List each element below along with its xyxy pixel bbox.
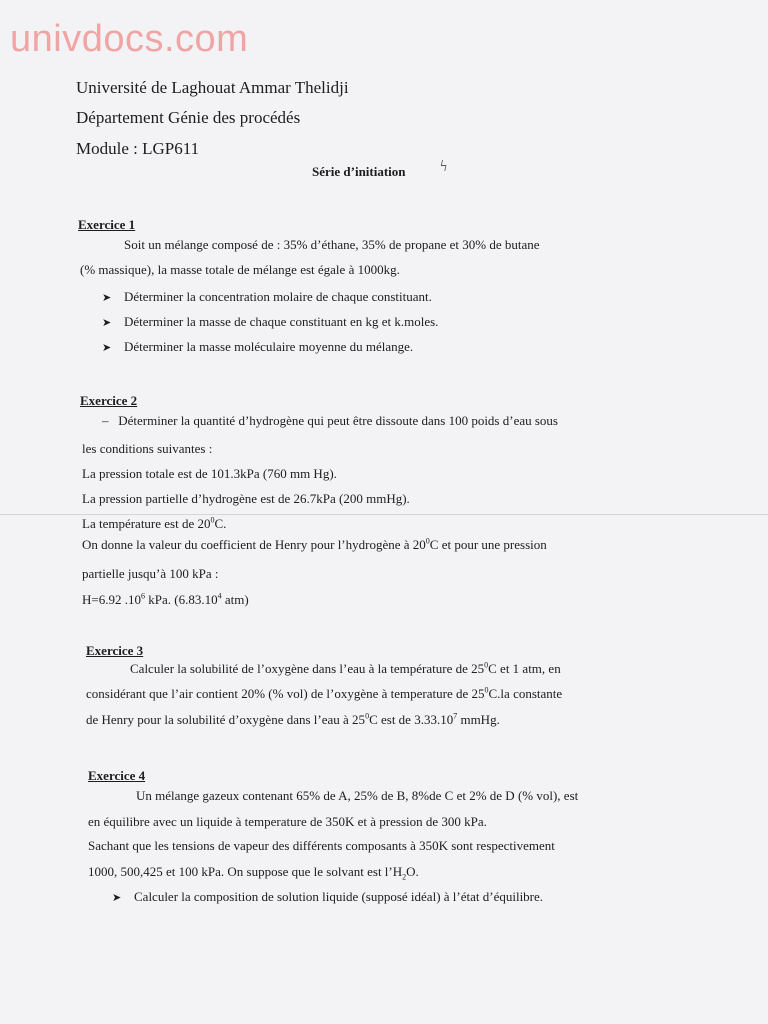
- exercise-2-line: les conditions suivantes :: [82, 441, 213, 456]
- arrow-bullet-icon: ➤: [112, 892, 122, 904]
- page-fold-line: [0, 514, 768, 515]
- exercise-3-title: Exercice 3: [86, 643, 144, 658]
- exercise-2-line: partielle jusqu’à 100 kPa :: [82, 566, 219, 581]
- exercise-4-line: Un mélange gazeux contenant 65% de A, 25% de B, 8%de C et 2% de D (% vol), est: [136, 788, 579, 803]
- handwritten-mark: ϟ: [440, 158, 448, 175]
- arrow-bullet-icon: ➤: [102, 292, 112, 304]
- exercise-4-line: 1000, 500,425 et 100 kPa. On suppose que le solvant est $l’H_2O$.: [88, 864, 419, 882]
- arrow-bullet-icon: ➤: [102, 342, 112, 354]
- exercise-2-line: H=6.92 $.10^6$ kPa. (6.83.10$^4$ atm): [82, 591, 249, 607]
- exercise-1-bullet: ➤ Déterminer la concentration molaire de chaque constituant.: [102, 289, 432, 304]
- exercise-1-bullet: ➤ Déterminer la masse moléculaire moyenne du mélange.: [102, 339, 414, 354]
- university-name: Université de Laghouat Ammar Thelidji: [76, 78, 349, 97]
- exercise-2-line: – Déterminer la quantité d’hydrogène qui peut être dissoute dans 100 poids d’eau sous: [102, 413, 558, 428]
- exercise-4-bullet: ➤ Calculer la composition de solution liquide (supposé idéal) à l’état d’équilibre.: [112, 889, 544, 904]
- module-code: Module : LGP611: [76, 139, 200, 158]
- department-name: Département Génie des procédés: [76, 108, 301, 127]
- exercise-3-line: de Henry pour la solubilité d’oxygène dans l’eau à $25^0C$ est de 3.33.10$^7$ mmHg.: [86, 711, 500, 727]
- exercise-3-line: Calculer la solubilité de l’oxygène dans l’eau à la température de $25^0C$ et 1 atm, en: [130, 660, 561, 676]
- exercise-1-line: (% massique), la masse totale de mélange est égale à 1000kg.: [80, 262, 400, 277]
- exercise-4-title: Exercice 4: [88, 768, 146, 783]
- exercise-3-line: considérant que l’air contient 20% (% vol) de l’oxygène à temperature de $25^0C.la$ constante: [86, 685, 563, 701]
- exercise-2-line: La pression partielle d’hydrogène est de 26.7kPa (200 mmHg).: [82, 491, 410, 506]
- exercise-2-title: Exercice 2: [80, 393, 138, 408]
- exercise-2-line: On donne la valeur du coefficient de Henry pour l’hydrogène à $20^0C$ et pour une pression: [82, 536, 547, 552]
- exercise-1-bullet: ➤ Déterminer la masse de chaque constituant en kg et k.moles.: [102, 314, 439, 329]
- exercise-2-line: La pression totale est de 101.3kPa (760 mm Hg).: [82, 466, 337, 481]
- exercise-1-line: Soit un mélange composé de : 35% d’éthane, 35% de propane et 30% de butane: [124, 237, 540, 252]
- exercise-4-line: Sachant que les tensions de vapeur des différents composants à 350K sont respectivement: [88, 838, 555, 853]
- watermark: univdocs.com: [10, 18, 249, 60]
- serie-title: Série d’initiation: [312, 164, 406, 179]
- exercise-1-title: Exercice 1: [78, 217, 136, 232]
- exercise-4-line: en équilibre avec un liquide à temperature de 350K et à pression de 300 kPa.: [88, 814, 487, 829]
- arrow-bullet-icon: ➤: [102, 317, 112, 329]
- exercise-2-line: La température est de $20^0C$.: [82, 515, 227, 531]
